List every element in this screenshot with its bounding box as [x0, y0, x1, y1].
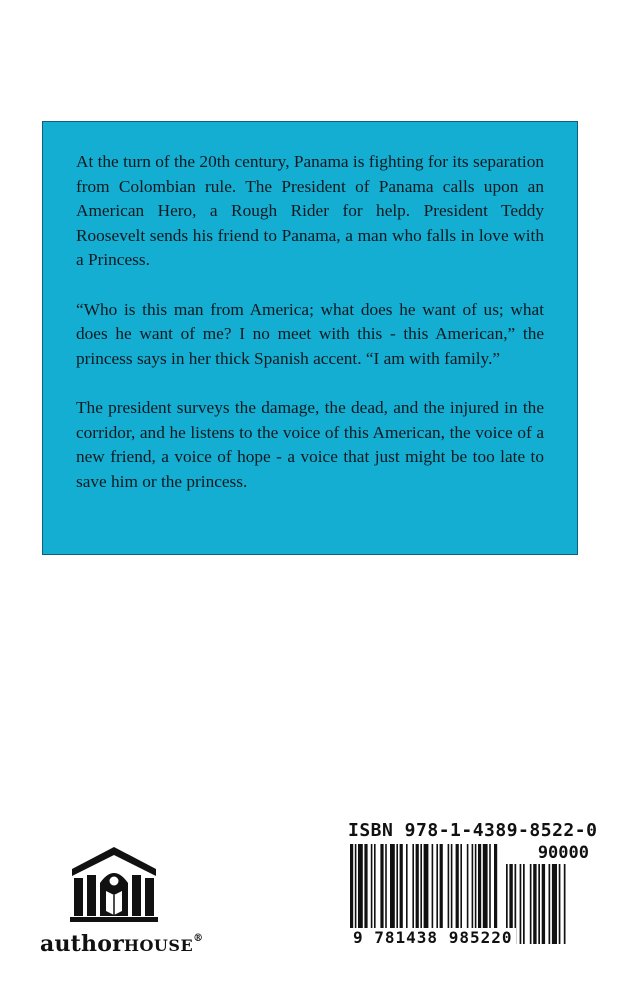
ean-digits: 9 781438 985220 [350, 928, 516, 947]
publisher-logo [40, 845, 230, 965]
trademark-symbol: ® [193, 933, 204, 944]
blurb-paragraph-2: “Who is this man from America; what does he want of us; what does he want of me? I no meet with this - this American,” the princess says in her thick Spanish accent. “I am with family.” [76, 299, 544, 368]
back-cover-blurb [42, 121, 578, 555]
publisher-name [40, 931, 203, 957]
blurb-paragraph-3: The president surveys the damage, the dead, and the injured in the corridor, and he listens to the voice of this American, the voice of a new friend, a voice of hope - a voice that just might be too late to save him or the princess. [76, 397, 544, 491]
isbn-number: ISBN 978-1-4389-8522-0 [348, 820, 598, 841]
isbn-barcode [348, 820, 598, 960]
publisher-name-house: HOUSE [123, 936, 194, 955]
price-code: 90000 [537, 843, 589, 863]
blurb-paragraph-1: At the turn of the 20th century, Panama is fighting for its separation from Colombian rule. The President of Panama calls upon an American Hero, a Rough Rider for help. President Teddy Roosevelt sends his friend to Panama, a man who falls in love with a Princess. [76, 152, 544, 270]
publisher-name-author: author [40, 931, 124, 957]
authorhouse-logo-icon [68, 845, 160, 925]
